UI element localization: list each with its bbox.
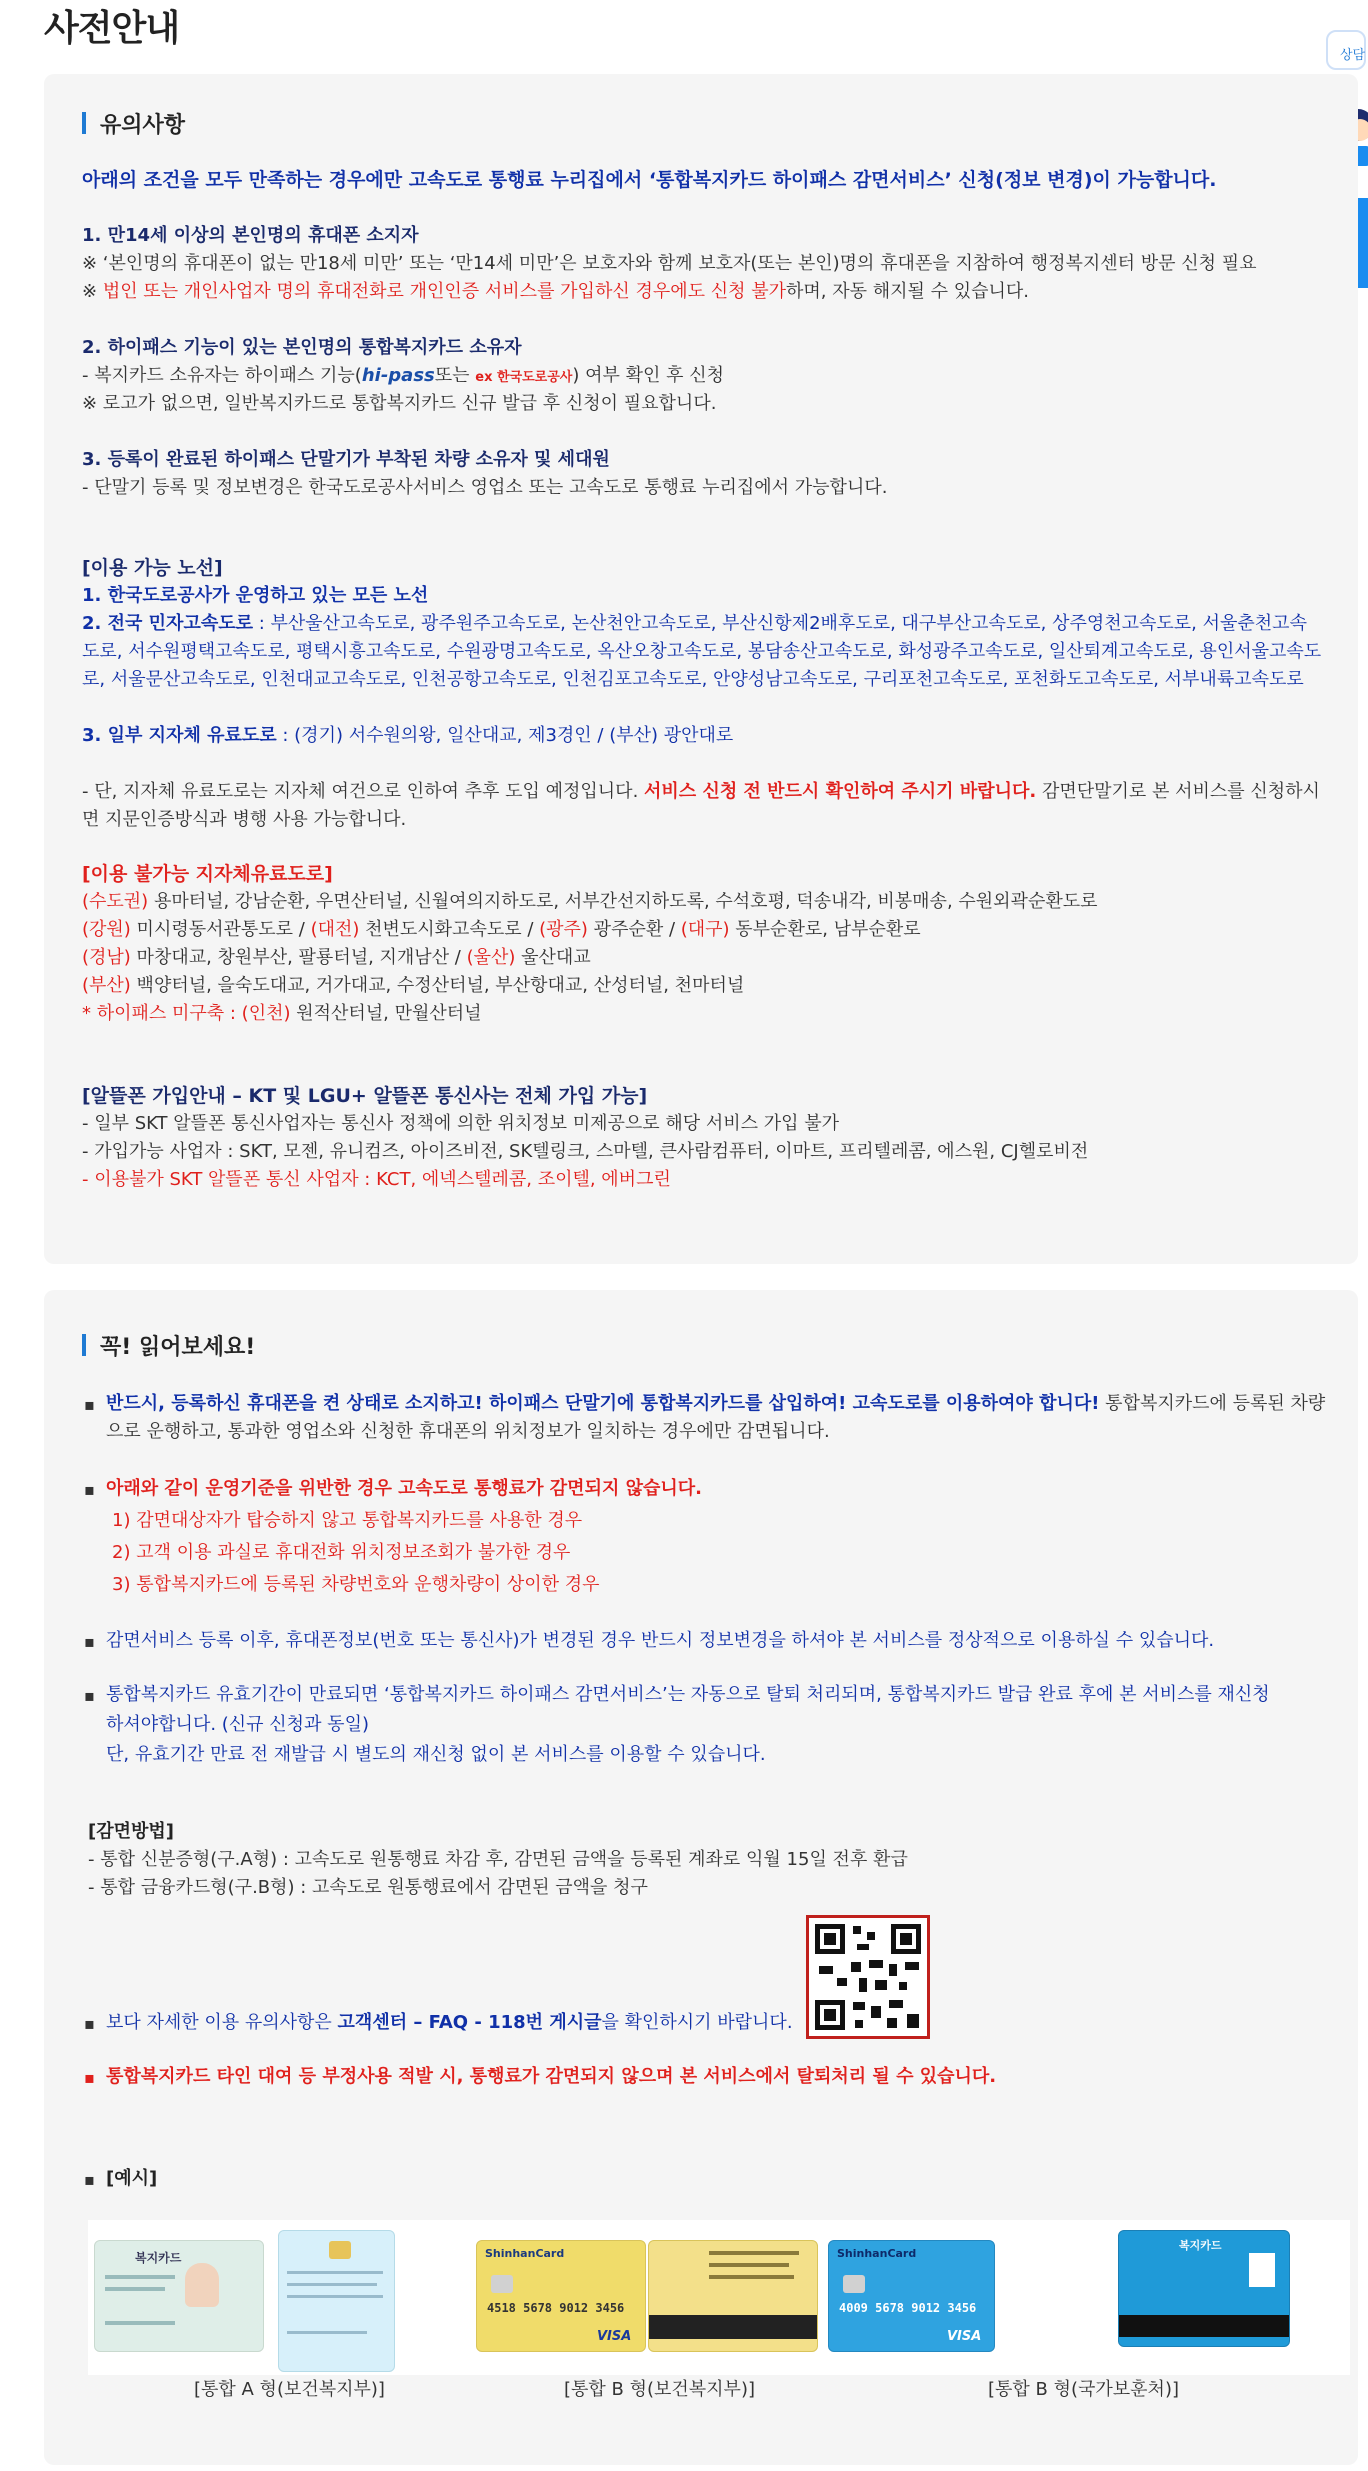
notice-panel [44, 74, 1358, 1264]
cond1-note2: ※ 법인 또는 개인사업자 명의 휴대전화로 개인인증 서비스를 가입하신 경우에도 신청 불가하며, 자동 해지될 수 있습니다. [82, 281, 1029, 302]
bullet-square-icon: ▪ [84, 2068, 95, 2087]
cond2-title: 2. 하이패스 기능이 있는 본인명의 통합복지카드 소유자 [82, 337, 522, 358]
routes-note: - 단, 지자체 유료도로는 지자체 여건으로 인하여 추후 도입 예정입니다. 서비스 신청 전 반드시 확인하여 주시기 바랍니다. 감면단말기로 본 서비스를 신청하시면 지문인증방식과 병행 사용 가능합니다. [82, 781, 1320, 830]
mvno-line: - 일부 SKT 알뜰폰 통신사업자는 통신사 정책에 의한 위치정보 미제공으로 해당 서비스 가입 불가 [82, 1113, 840, 1134]
mvno-title: [알뜰폰 가입안내 – KT 및 LGU+ 알뜰폰 통신사는 전체 가입 가능] [82, 1085, 648, 1107]
routes-title: [이용 가능 노선] [82, 557, 223, 579]
example-title: [예시] [106, 2168, 158, 2189]
unavail-row: (강원) 미시령동서관통도로 / (대전) 천변도시화고속도로 / (광주) 광주순환 / (대구) 동부순환로, 남부순환로 [82, 919, 921, 940]
routes-2: 2. 전국 민자고속도로 : 부산울산고속도로, 광주원주고속도로, 논산천안고속도로, 부산신항제2배후도로, 대구부산고속도로, 상주영천고속도로, 서울춘천고속도로, 서수원평택고속도로, 평택시흥고속도로, 수원광명고속도로, 옥산오창고속도로, 봉담송산고속도로, 화성광주고속도로, 일산퇴계고속도로, 용인서울고속도로, 서울문산고속도로, 인천대교고속도로, 인천공항고속도로, 인천김포고속도로, 안양성남고속도로, 구리포천고속도로, 포천화도고속도로, 서부내륙고속도로 [82, 613, 1322, 690]
method-line: - 통합 신분증형(구.A형) : 고속도로 원통행료 차감 후, 감면된 금액을 등록된 계좌로 익월 15일 전후 환급 [88, 1849, 908, 1870]
cond2-note2: ※ 로고가 없으면, 일반복지카드로 통합복지카드 신규 발급 후 신청이 필요합니다. [82, 393, 717, 414]
routes-1: 1. 한국도로공사가 운영하고 있는 모든 노선 [82, 585, 429, 606]
card-b1-back [648, 2240, 818, 2352]
cond2-note1: - 복지카드 소유자는 하이패스 기능(hi-pass또는 ex 한국도로공사) 여부 확인 후 신청 [82, 365, 724, 386]
cond1-note1: ※ ‘본인명의 휴대폰이 없는 만18세 미만’ 또는 ‘만14세 미만’은 보호자와 함께 보호자(또는 본인)명의 휴대폰을 지참하여 행정복지센터 방문 신청 필요 [82, 253, 1257, 274]
violation-item: 2) 고객 이용 과실로 휴대전화 위치정보조회가 불가한 경우 [112, 1542, 571, 1563]
mustread-b3: 감면서비스 등록 이후, 휴대폰정보(번호 또는 통신사)가 변경된 경우 반드시 정보변경을 하셔야 본 서비스를 정상적으로 이용하실 수 있습니다. [106, 1630, 1215, 1651]
bullet-square-icon: ▪ [84, 2014, 95, 2033]
cond3-note: - 단말기 등록 및 정보변경은 한국도로공사서비스 영업소 또는 고속도로 통행료 누리집에서 가능합니다. [82, 477, 888, 498]
ex-logo-icon: ex 한국도로공사 [475, 370, 573, 385]
mustread-b5: 보다 자세한 이용 유의사항은 고객센터 – FAQ - 118번 게시글을 확인하시기 바랍니다. [106, 2012, 793, 2033]
mustread-b6: 통합복지카드 타인 대여 등 부정사용 적발 시, 통행료가 감면되지 않으며 본 서비스에서 탈퇴처리 될 수 있습니다. [106, 2066, 997, 2087]
routes-3: 3. 일부 지자체 유료도로 : (경기) 서수원의왕, 일산대교, 제3경인 / (부산) 광안대로 [82, 725, 734, 746]
example-label-a: [통합 A 형(보건복지부)] [194, 2379, 385, 2400]
card-a-back [278, 2230, 395, 2372]
mustread-b4-line2: 하셔야합니다. (신규 신청과 동일) [106, 1714, 369, 1735]
unavail-title: [이용 불가능 지자체유료도로] [82, 863, 333, 885]
example-label-b1: [통합 B 형(보건복지부)] [564, 2379, 755, 2400]
bullet-square-icon: ▪ [84, 1632, 95, 1651]
bullet-square-icon: ▪ [84, 2170, 95, 2189]
page-title: 사전안내 [44, 8, 180, 49]
violation-item: 1) 감면대상자가 탑승하지 않고 통합복지카드를 사용한 경우 [112, 1510, 583, 1531]
mvno-line: - 가입가능 사업자 : SKT, 모젠, 유니컴즈, 아이즈비전, SK텔링크, 스마텔, 큰사람컴퓨터, 이마트, 프리텔레콤, 에스원, CJ헬로비전 [82, 1141, 1089, 1162]
hipass-logo-icon: hi-pass [361, 365, 435, 386]
method-line: - 통합 금융카드형(구.B형) : 고속도로 원통행료에서 감면된 금액을 청구 [88, 1877, 648, 1898]
unavail-row: (수도권) 용마터널, 강남순환, 우면산터널, 신월여의지하도로, 서부간선지하도록, 수석호평, 덕송내각, 비봉매송, 수원외곽순환도로 [82, 891, 1098, 912]
mustread-b4-line1: 통합복지카드 유효기간이 만료되면 ‘통합복지카드 하이패스 감면서비스’는 자동으로 탈퇴 처리되며, 통합복지카드 발급 완료 후에 본 서비스를 재신청 [106, 1684, 1270, 1705]
notice-intro: 아래의 조건을 모두 만족하는 경우에만 고속도로 통행료 누리집에서 ‘통합복지카드 하이패스 감면서비스’ 신청(정보 변경)이 가능합니다. [82, 169, 1217, 191]
method-title: [감면방법] [88, 1821, 175, 1842]
mvno-line: - 이용불가 SKT 알뜰폰 통신 사업자 : KCT, 에넥스텔레콤, 조이텔, 에버그린 [82, 1169, 671, 1190]
bullet-square-icon: ▪ [84, 1395, 95, 1414]
card-b2-back: 복지카드 [1118, 2230, 1290, 2347]
unavail-row: (경남) 마창대교, 창원부산, 팔룡터널, 지개남산 / (울산) 울산대교 [82, 947, 591, 968]
unavail-row: * 하이패스 미구축 : (인천) 원적산터널, 만월산터널 [82, 1003, 482, 1024]
example-label-b2: [통합 B 형(국가보훈처)] [988, 2379, 1179, 2400]
cond1-title: 1. 만14세 이상의 본인명의 휴대폰 소지자 [82, 225, 419, 246]
qr-code-icon[interactable] [806, 1915, 930, 2039]
card-a-front: 복지카드 [94, 2240, 264, 2352]
faq-link[interactable]: 고객센터 – FAQ - 118번 게시글 [337, 2012, 602, 2033]
notice-heading: 유의사항 [82, 108, 185, 139]
card-b2-front: ShinhanCard 4009 5678 9012 3456 VISA [828, 2240, 995, 2352]
consult-tab-label: 상담 [1340, 48, 1366, 63]
mustread-heading: 꼭! 읽어보세요! [82, 1330, 255, 1361]
bullet-square-icon: ▪ [84, 1480, 95, 1499]
cond3-title: 3. 등록이 완료된 하이패스 단말기가 부착된 차량 소유자 및 세대원 [82, 449, 610, 470]
mustread-b1: 반드시, 등록하신 휴대폰을 켠 상태로 소지하고! 하이패스 단말기에 통합복지카드를 삽입하여! 고속도로를 이용하여야 합니다! 통합복지카드에 등록된 차량으로 운행하고, 통과한 영업소와 신청한 휴대폰의 위치정보가 일치하는 경우에만 감면됩니다. [106, 1393, 1326, 1442]
mustread-panel [44, 1290, 1358, 2465]
card-b1-front: ShinhanCard 4518 5678 9012 3456 VISA [476, 2240, 646, 2352]
consult-side-tab[interactable] [1326, 30, 1366, 70]
mustread-b4-line3: 단, 유효기간 만료 전 재발급 시 별도의 재신청 없이 본 서비스를 이용할 수 있습니다. [106, 1744, 766, 1765]
mustread-b2-title: 아래와 같이 운영기준을 위반한 경우 고속도로 통행료가 감면되지 않습니다. [106, 1478, 702, 1499]
violation-item: 3) 통합복지카드에 등록된 차량번호와 운행차량이 상이한 경우 [112, 1574, 600, 1595]
unavail-row: (부산) 백양터널, 을숙도대교, 거가대교, 수정산터널, 부산항대교, 산성터널, 천마터널 [82, 975, 745, 996]
bullet-square-icon: ▪ [84, 1686, 95, 1705]
example-cards-image [88, 2220, 1350, 2375]
